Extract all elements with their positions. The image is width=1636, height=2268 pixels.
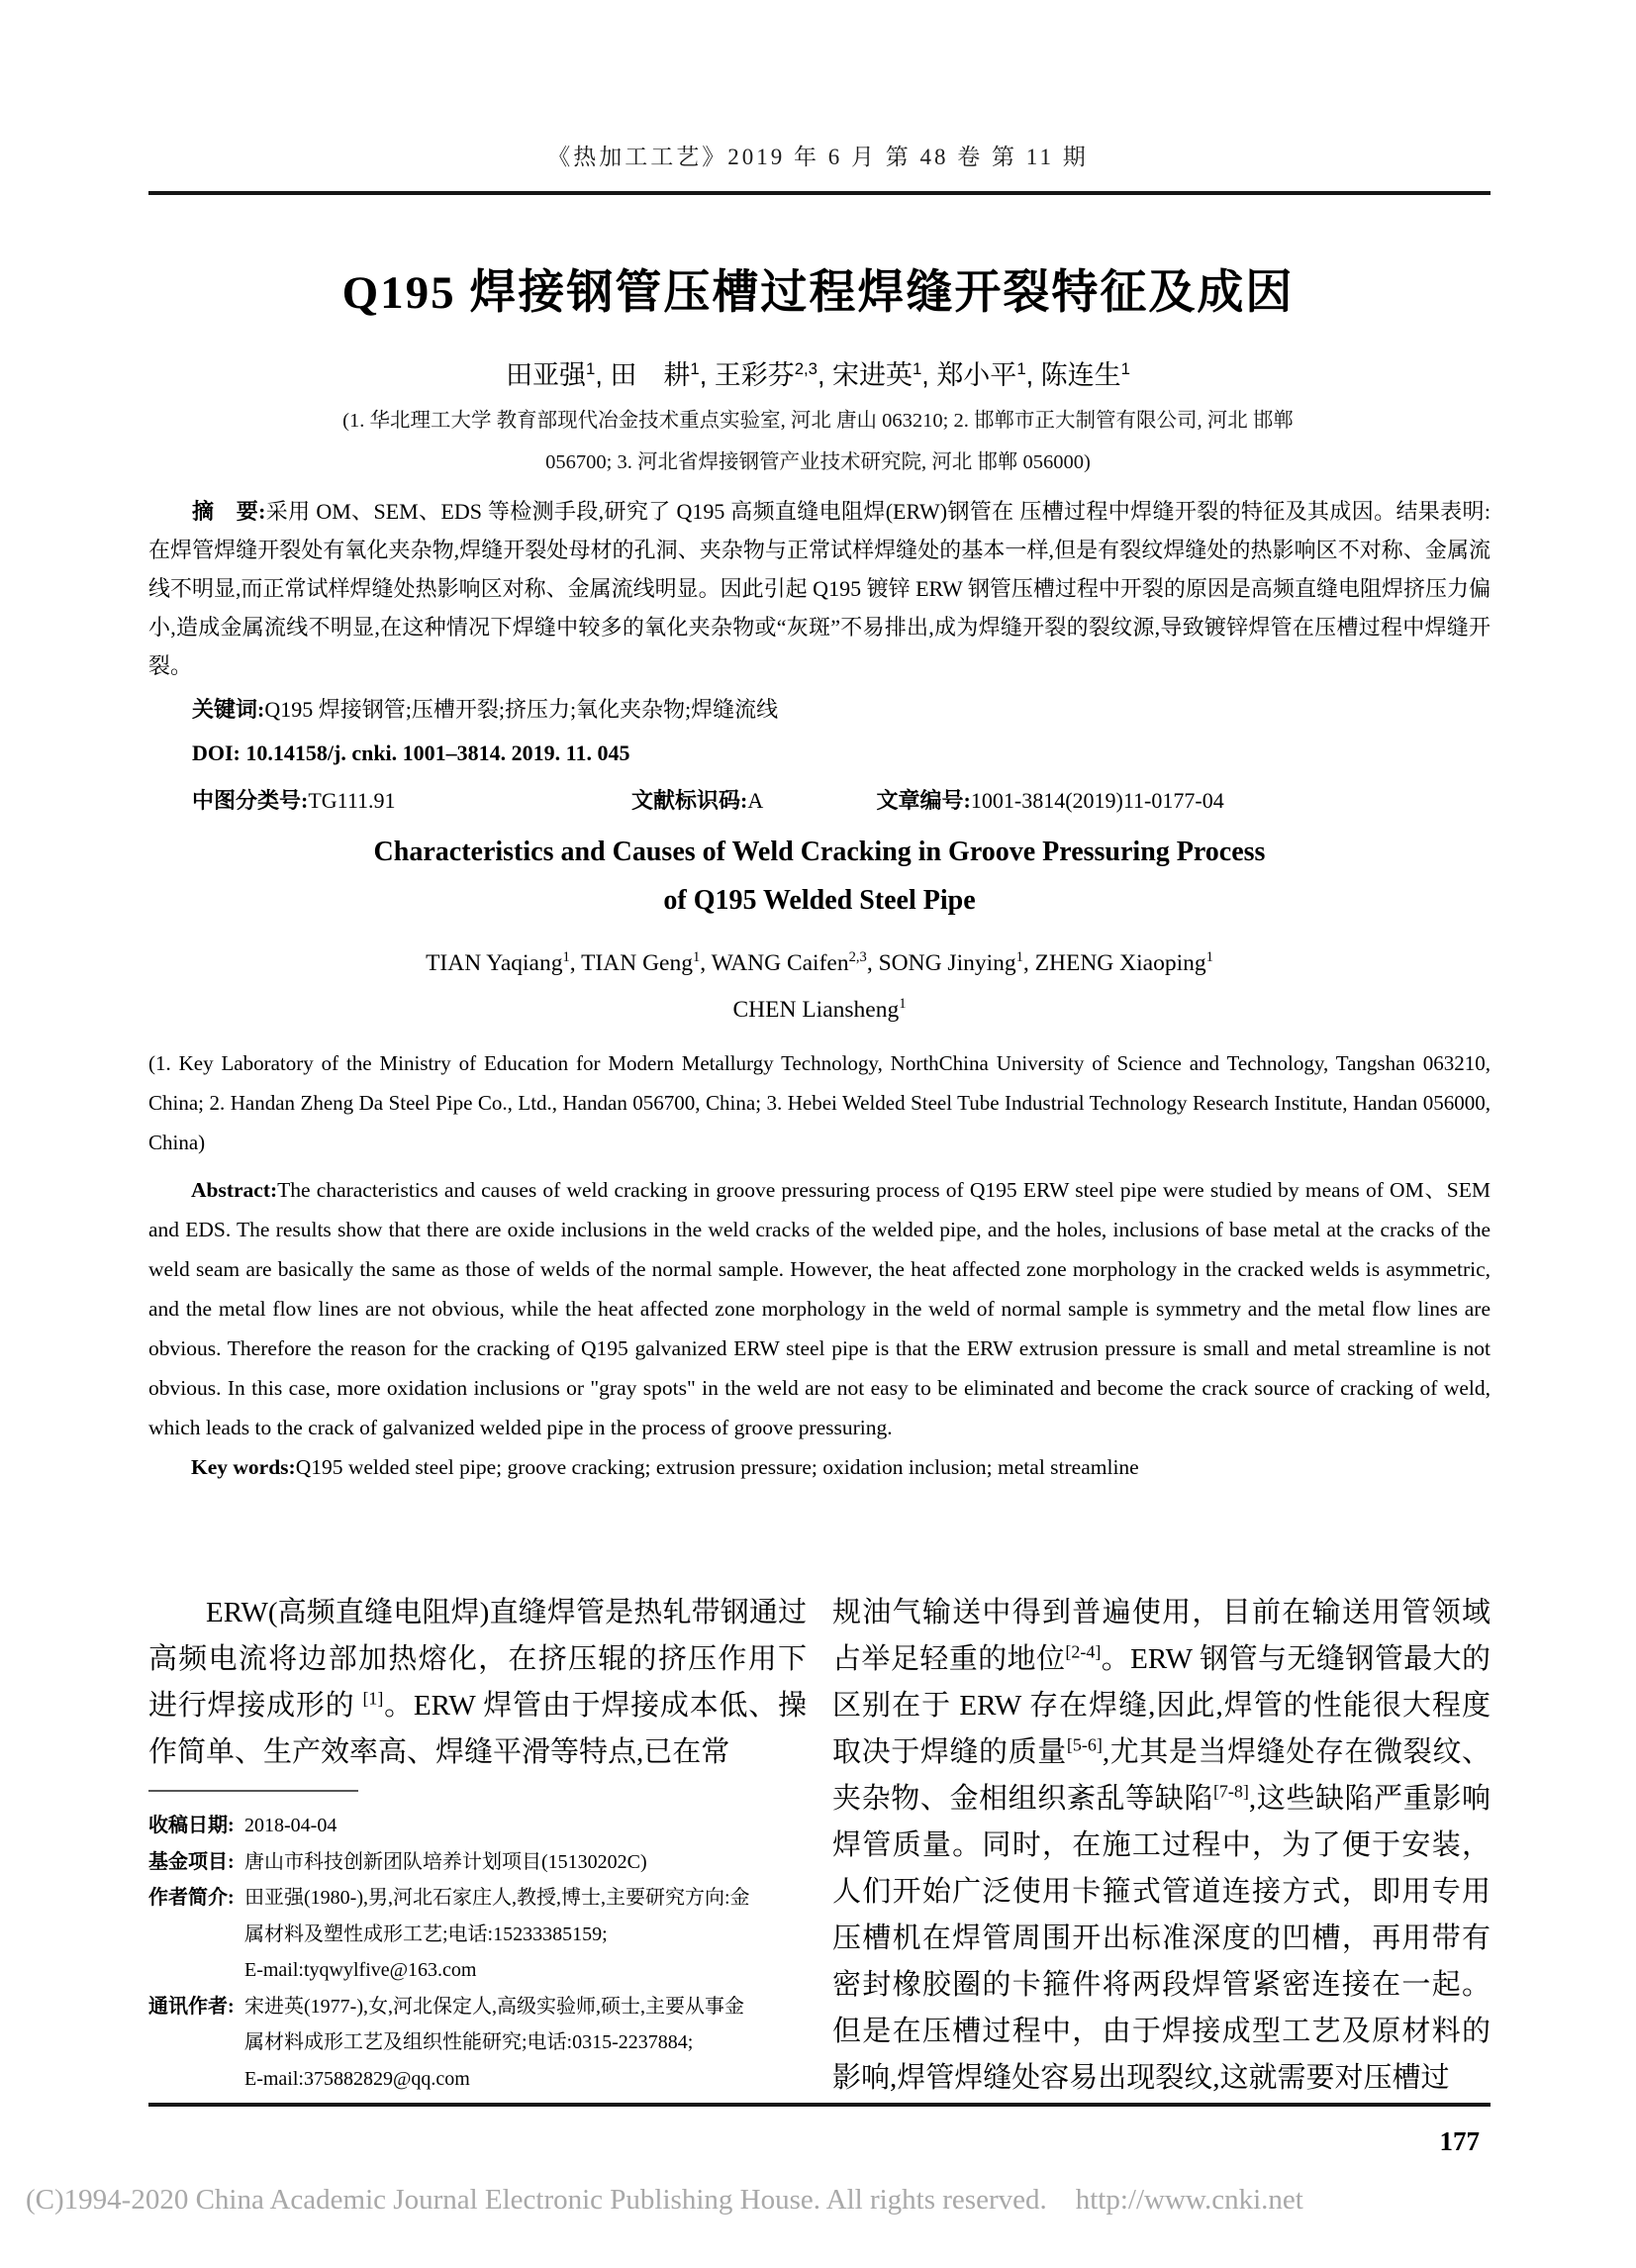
author-affiliation-superscript: 2,3 [794,359,818,378]
author-name: ZHENG Xiaoping [1034,950,1206,976]
author-affiliation-superscript: 1 [1015,949,1023,966]
keywords-en-text: Q195 welded steel pipe; groove cracking; extrusion pressure; oxidation inclusion; metal streamline [295,1455,1139,1479]
citation-superscript: [7-8] [1212,1781,1249,1802]
copyright-watermark: (C)1994-2020 China Academic Journal Electronic Publishing House. All rights reserved. http://www.cnki.net [26,2184,1303,2216]
footnote-text: 唐山市科技创新团队培养计划项目(15130202C) [244,1850,647,1873]
author-name: TIAN Yaqiang [426,950,563,976]
keywords-zh-label: 关键词: [192,697,265,722]
left-column [148,1590,807,2102]
article-no-label: 文章编号: [876,788,971,813]
keywords-en-label: Key words: [191,1455,296,1479]
author-name: SONG Jinying [878,950,1016,976]
affiliation-zh-line1: (1. 华北理工大学 教育部现代冶金技术重点实验室, 河北 唐山 063210; 2. 邯郸市正大制管有限公司, 河北 邯郸 [342,410,1294,432]
abstract-en-label: Abstract: [191,1178,278,1202]
body-text: ,尤其是当焊缝处存在微裂纹、夹杂物、金相组织紊乱等缺陷 [832,1736,1491,1815]
affiliations-en: (1. Key Laboratory of the Ministry of Education for Modern Metallurgy Technology, NorthChina University of Science and Technology, Tangshan 063210, China; 2. Handan Zheng Da Steel Pipe Co., Ltd., Handan 056700, China; 3. Hebei Welded Steel Tube Industrial Technology Research Institute, Handan 056000, China) [148,1051,1491,1154]
right-column [832,1590,1491,2102]
footnote-block [148,1808,807,2097]
citation-superscript: [5-6] [1066,1734,1103,1755]
article-title-zh: Q195 焊接钢管压槽过程焊缝开裂特征及成因 [341,267,1295,319]
body-text: 。ERW 焊管由于焊接成本低、操作简单、生产效率高、焊缝平滑等特点,已在常 [148,1690,807,1768]
footnote-line [148,1917,807,1953]
keywords-en [148,1447,1491,1487]
author-name: CHEN Liansheng [732,997,900,1023]
chinese-meta-block [148,492,1491,820]
footer-rule [148,2103,1491,2107]
author-affiliation-superscript: 1 [1205,949,1213,966]
affiliations-zh [0,400,1636,483]
abstract-en-text: The characteristics and causes of weld cracking in groove pressuring process of Q195 ERW steel pipe were studied by means of OM、SEM and EDS. The results show that there are oxide inclusions in the weld cracks of the welded pipe, and the holes, inclusions of base metal at the cracks of the weld seam are basically the same as those of welds of the normal sample. However, the heat affected zone morphology in the cracked welds is asymmetric, and the metal flow lines are not obvious, while the heat affected zone morphology in the weld of normal sample is symmetry and the metal flow lines are obvious. Therefore the reason for the cracking of Q195 galvanized ERW steel pipe is that the ERW extrusion pressure is small and metal streamline is not obvious. In this case, more oxidation inclusions or "gray spots" in the weld are not easy to be eliminated and become the crack source of cracking of weld, which leads to the crack of galvanized welded pipe in the process of groove pressuring. [148,1178,1491,1439]
authors-en-line1: TIAN Yaqiang$^1$, TIAN Geng$^1$, WANG Caifen$^{2,3}$, SONG Jinying$^1$, ZHENG Xiaoping$^1$ [426,949,1213,976]
author-name: 田 耕 [610,360,691,390]
footnote-line [148,1844,807,1881]
clc-label: 中图分类号: [192,788,309,813]
article-title-en-line1: Characteristics and Causes of Weld Cracking in Groove Pressuring Process [373,837,1266,867]
author-affiliation-superscript: 1 [562,949,570,966]
citation-superscript: [2-4] [1065,1641,1102,1662]
footnote-text: 2018-04-04 [244,1815,337,1836]
footnote-text: 田亚强(1980-),男,河北石家庄人,教授,博士,主要研究方向:金 [244,1887,750,1909]
footnote-text: E-mail:375882829@qq.com [244,2067,470,2090]
footnote-line [148,1808,807,1844]
author-name: WANG Caifen [711,950,849,976]
author-affiliation-superscript: 2,3 [848,949,867,966]
classification-row [148,781,1491,820]
author-affiliation-superscript: 1 [1016,359,1026,378]
body-paragraph-right [832,1590,1491,2102]
abstract-zh-label: 摘 要: [192,499,266,524]
footnote-text: 属材料及塑性成形工艺;电话:15233385159; [244,1923,608,1945]
footnote-text: 属材料成形工艺及组织性能研究;电话:0315-2237884; [244,2031,694,2053]
body-columns [148,1590,1491,2102]
citation-superscript: [1] [362,1688,384,1709]
footnote-line [148,1952,807,1989]
author-name: 宋进英 [831,360,913,390]
article-no-item [877,788,1224,813]
author-affiliation-superscript: 1 [1120,359,1130,378]
journal-header: 《热加工工艺》2019 年 6 月 第 48 卷 第 11 期 [547,145,1089,169]
footnote-label: 收稿日期: [148,1815,235,1836]
footnote-label: 通讯作者: [148,1995,235,2018]
doc-code-label: 文献标识码: [631,788,748,813]
footnote-label: 作者简介: [148,1887,235,1909]
affiliation-zh-line2: 056700; 3. 河北省焊接钢管产业技术研究院, 河北 邯郸 056000) [545,451,1091,473]
footnote-text: E-mail:tyqwylfive@163.com [244,1959,477,1981]
author-name: TIAN Geng [581,950,693,976]
clc-item [192,788,396,813]
author-affiliation-superscript: 1 [912,359,922,378]
article-title-en-line2: of Q195 Welded Steel Pipe [663,885,976,916]
doi-line: DOI: 10.14158/j. cnki. 1001–3814. 2019. 11. 045 [192,740,630,765]
abstract-zh [148,492,1491,685]
footnote-separator [148,1790,358,1792]
author-affiliation-superscript: 1 [692,949,701,966]
doc-code-item [631,788,762,813]
author-name: 陈连生 [1040,360,1121,390]
keywords-zh [148,690,1491,729]
author-affiliation-superscript: 1 [690,359,700,378]
page-number: 177 [1439,2126,1480,2156]
authors-zh: 田亚强$^1$, 田 耕$^1$, 王彩芬$^{2,3}$, 宋进英$^1$, 郑小平$^1$, 陈连生$^1$ [506,359,1130,390]
author-name: 王彩芬 [714,360,795,390]
english-section [148,828,1491,1487]
authors-en-line2 [148,987,1491,1034]
body-text: ,这些缺陷严重影响焊管质量。同时，在施工过程中，为了便于安装，人们开始广泛使用卡箍式管道连接方式，即用专用压槽机在焊管周围开出标准深度的凹槽，再用带有密封橡胶圈的卡箍件将两段焊管紧密连接在一起。但是在压槽过程中，由于焊接成型工艺及原材料的影响,焊管焊缝处容易出现裂纹,这就需要对压槽过 [832,1783,1491,2094]
abstract-zh-text: 采用 OM、SEM、EDS 等检测手段,研究了 Q195 高频直缝电阻焊(ERW)钢管在 压槽过程中焊缝开裂的特征及其成因。结果表明:在焊管焊缝开裂处有氧化夹杂物,焊缝开裂处母材的孔洞、夹杂物与正常试样焊缝处的基本一样,但是有裂纹焊缝处的热影响区不对称、金属流线不明显,而正常试样焊缝处热影响区对称、金属流线明显。因此引起 Q195 镀锌 ERW 钢管压槽过程中开裂的原因是高频直缝电阻焊挤压力偏小,造成金属流线不明显,在这种情况下焊缝中较多的氧化夹杂物或“灰斑”不易排出,成为焊缝开裂的裂纹源,导致镀锌焊管在压槽过程中焊缝开裂。 [148,499,1491,678]
footnote-line [148,2024,807,2061]
body-text: ERW(高频直缝电阻焊)直缝焊管是热轧带钢通过高频电流将边部加热熔化，在挤压辊的挤压作用下进行焊接成形的 [148,1597,807,1722]
clc-value: TG111.91 [308,788,396,813]
body-text: 。ERW 钢管与无缝钢管最大的区别在于 ERW 存在焊缝,因此,焊管的性能很大程度取决于焊缝的质量 [832,1643,1491,1768]
doc-code-value: A [747,788,763,813]
footnote-line [148,1880,807,1917]
author-affiliation-superscript: 1 [586,359,596,378]
author-affiliation-superscript: 1 [899,996,907,1013]
body-text: 规油气输送中得到普遍使用，目前在输送用管领域占举足轻重的地位 [832,1597,1491,1675]
keywords-zh-text: Q195 焊接钢管;压槽开裂;挤压力;氧化夹杂物;焊缝流线 [264,697,779,722]
header-rule [148,191,1491,195]
article-no-value: 1001-3814(2019)11-0177-04 [970,788,1224,813]
footnote-line [148,2061,807,2098]
footnote-line [148,1989,807,2025]
footnote-text: 宋进英(1977-),女,河北保定人,高级实验师,硕士,主要从事金 [244,1995,744,2018]
body-paragraph-left [148,1590,807,1776]
author-name: 田亚强 [506,360,587,390]
abstract-en [148,1170,1491,1447]
footnote-label: 基金项目: [148,1850,235,1873]
author-name: 郑小平 [936,360,1017,390]
